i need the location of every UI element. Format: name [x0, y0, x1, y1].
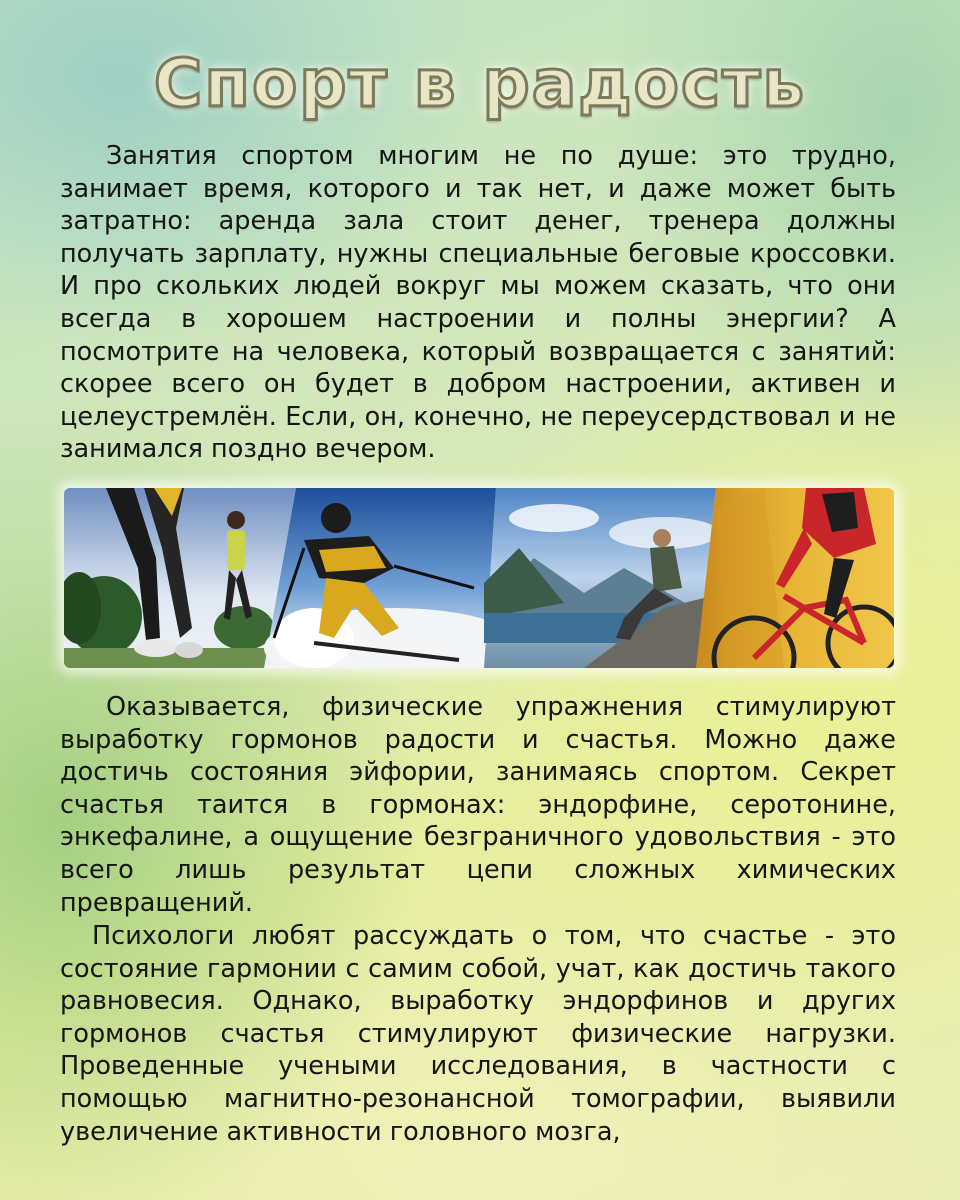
page-title: Спорт в радость [153, 45, 807, 122]
paragraph-psychologists: Психологи любят рассуждать о том, что счастье - это состояние гармонии с самим собой, учат, как достичь такого равновесия. Однако, выработку эндорфинов и других гормонов счастья стимулируют физические нагрузки. Проведенные учеными исследования, в частности с помощью магнитно-резонансной томографии, выявили увеличение активности головного мозга, [60, 921, 896, 1147]
cycling-scene [696, 488, 894, 668]
mountain-hiking-scene [484, 488, 719, 668]
sports-photo-collage [64, 488, 894, 668]
running-scene [64, 488, 296, 668]
paragraph-intro: Занятия спортом многим не по душе: это трудно, занимает время, которого и так нет, и даже может быть затратно: аренда зала стоит денег, тренера должны получать зарплату, нужны специальные беговые кроссовки. И про скольких людей вокруг мы можем сказать, что они всегда в хорошем настроении и полны энергии? А посмотрите на человека, который возвращается с занятий: скорее всего он будет в добром настроении, активен и целеустремлён. Если, он, конечно, не переусердствовал и не занимался поздно вечером. [60, 141, 896, 465]
paragraph-hormones: Оказывается, физические упражнения стимулируют выработку гормонов радости и счастья. Можно даже достичь состояния эйфории, занимаясь спортом. Секрет счастья таится в гормонах: эндорфине, серотонине, энкефалине, а ощущение безграничного удовольствия - это всего лишь результат цепи сложных химических превращений. [60, 692, 896, 918]
